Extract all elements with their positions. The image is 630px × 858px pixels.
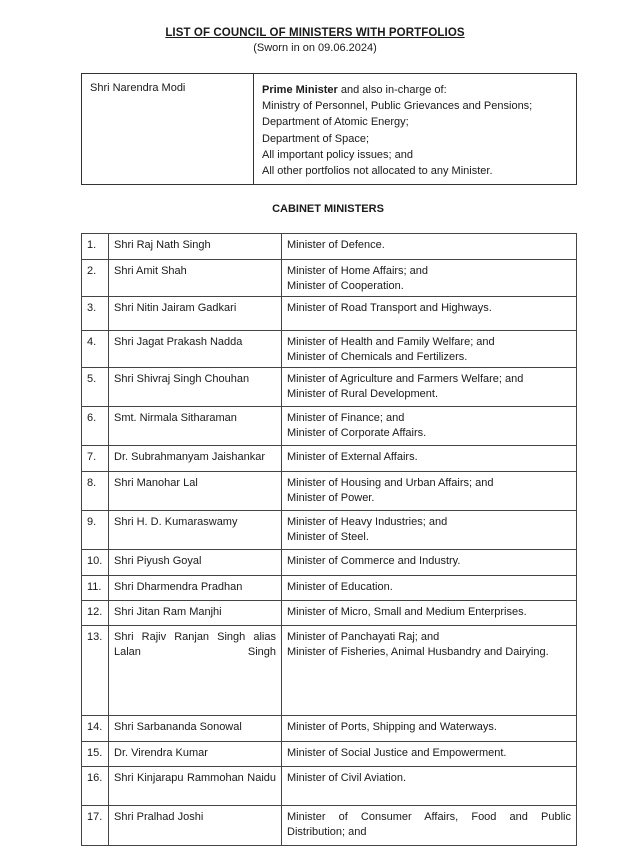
minister-serial-number: 7. <box>82 446 109 472</box>
portfolio-line: Minister of Housing and Urban Affairs; and <box>287 477 494 489</box>
minister-name: Shri Raj Nath Singh <box>109 234 282 260</box>
portfolio-line: Minister of Social Justice and Empowerment. <box>287 747 507 759</box>
portfolio-line: Minister of Fisheries, Animal Husbandry and Dairying. <box>287 646 549 658</box>
minister-portfolio <box>282 407 577 446</box>
minister-serial-number: 11. <box>82 576 109 601</box>
pm-portfolio-item: Department of Space; <box>262 132 370 145</box>
prime-minister-box <box>81 73 577 185</box>
portfolio-line: Minister of Steel. <box>287 531 369 543</box>
portfolio-line: Minister of External Affairs. <box>287 451 418 463</box>
minister-portfolio <box>282 297 577 331</box>
minister-name: Shri Manohar Lal <box>109 472 282 511</box>
pm-portfolio-item: All other portfolios not allocated to any Minister. <box>262 165 493 178</box>
section-heading-cabinet: CABINET MINISTERS <box>272 203 384 215</box>
minister-portfolio <box>282 767 577 806</box>
minister-name: Shri Kinjarapu Rammohan Naidu <box>109 767 282 806</box>
portfolio-line: Minister of Chemicals and Fertilizers. <box>287 351 468 363</box>
minister-portfolio <box>282 260 577 297</box>
minister-row <box>82 550 577 576</box>
portfolio-line: Minister of Rural Development. <box>287 388 439 400</box>
document-title: LIST OF COUNCIL OF MINISTERS WITH PORTFOLIOS <box>165 27 465 39</box>
portfolio-line: Minister of Heavy Industries; and <box>287 516 448 528</box>
minister-name: Shri Rajiv Ranjan Singh alias Lalan Singh <box>109 626 282 716</box>
minister-serial-number: 10. <box>82 550 109 576</box>
prime-minister-role <box>262 82 532 98</box>
minister-serial-number: 17. <box>82 806 109 846</box>
minister-serial-number: 3. <box>82 297 109 331</box>
minister-serial-number: 1. <box>82 234 109 260</box>
minister-row <box>82 472 577 511</box>
minister-name: Shri Pralhad Joshi <box>109 806 282 846</box>
prime-minister-name: Shri Narendra Modi <box>82 74 254 184</box>
minister-row <box>82 806 577 846</box>
minister-row <box>82 716 577 742</box>
minister-portfolio <box>282 626 577 716</box>
cabinet-ministers-rows <box>82 234 577 846</box>
minister-row <box>82 576 577 601</box>
minister-row <box>82 234 577 260</box>
document-subtitle: (Sworn in on 09.06.2024) <box>253 42 377 54</box>
minister-portfolio <box>282 716 577 742</box>
minister-row <box>82 446 577 472</box>
minister-serial-number: 15. <box>82 742 109 767</box>
minister-row <box>82 260 577 297</box>
minister-serial-number: 6. <box>82 407 109 446</box>
minister-portfolio <box>282 601 577 626</box>
minister-name: Shri Nitin Jairam Gadkari <box>109 297 282 331</box>
portfolio-line: Minister of Education. <box>287 581 393 593</box>
minister-name: Dr. Subrahmanyam Jaishankar <box>109 446 282 472</box>
minister-portfolio <box>282 446 577 472</box>
minister-portfolio <box>282 472 577 511</box>
minister-name: Dr. Virendra Kumar <box>109 742 282 767</box>
minister-serial-number: 5. <box>82 368 109 407</box>
minister-portfolio <box>282 806 577 846</box>
portfolio-line: Minister of Finance; and <box>287 412 405 424</box>
minister-name: Shri Jitan Ram Manjhi <box>109 601 282 626</box>
minister-row <box>82 297 577 331</box>
minister-portfolio <box>282 742 577 767</box>
minister-serial-number: 4. <box>82 331 109 368</box>
minister-serial-number: 8. <box>82 472 109 511</box>
portfolio-line: Minister of Ports, Shipping and Waterways. <box>287 721 497 733</box>
pm-portfolio-item: All important policy issues; and <box>262 148 414 161</box>
prime-minister-portfolio <box>254 74 532 184</box>
portfolio-line: Minister of Commerce and Industry. <box>287 555 461 567</box>
minister-portfolio <box>282 331 577 368</box>
portfolio-line: Minister of Power. <box>287 492 375 504</box>
portfolio-line: Minister of Health and Family Welfare; and <box>287 336 495 348</box>
minister-serial-number: 14. <box>82 716 109 742</box>
minister-serial-number: 9. <box>82 511 109 550</box>
cabinet-ministers-table <box>81 233 577 846</box>
prime-minister-role-rest: and also in-charge of: <box>337 84 447 96</box>
portfolio-line: Minister of Home Affairs; and <box>287 265 429 277</box>
minister-row <box>82 601 577 626</box>
minister-portfolio <box>282 576 577 601</box>
portfolio-line: Minister of Panchayati Raj; and <box>287 631 440 643</box>
portfolio-line: Minister of Consumer Affairs, Food and Public Distribution; and <box>287 811 571 838</box>
minister-name: Shri Piyush Goyal <box>109 550 282 576</box>
minister-serial-number: 2. <box>82 260 109 297</box>
minister-name: Shri H. D. Kumaraswamy <box>109 511 282 550</box>
pm-portfolio-item: Department of Atomic Energy; <box>262 116 409 129</box>
minister-row <box>82 368 577 407</box>
portfolio-line: Minister of Corporate Affairs. <box>287 427 427 439</box>
minister-row <box>82 742 577 767</box>
minister-portfolio <box>282 234 577 260</box>
minister-name: Smt. Nirmala Sitharaman <box>109 407 282 446</box>
prime-minister-role-title: Prime Minister <box>262 84 338 96</box>
portfolio-line: Minister of Road Transport and Highways. <box>287 302 492 314</box>
pm-portfolio-item: Ministry of Personnel, Public Grievances and Pensions; <box>262 100 533 113</box>
minister-row <box>82 331 577 368</box>
minister-name: Shri Jagat Prakash Nadda <box>109 331 282 368</box>
portfolio-line: Minister of Civil Aviation. <box>287 772 407 784</box>
minister-row <box>82 407 577 446</box>
minister-serial-number: 13. <box>82 626 109 716</box>
minister-name: Shri Amit Shah <box>109 260 282 297</box>
portfolio-line: Minister of Defence. <box>287 239 385 251</box>
portfolio-line: Minister of Cooperation. <box>287 280 404 292</box>
minister-portfolio <box>282 368 577 407</box>
minister-portfolio <box>282 550 577 576</box>
minister-row <box>82 767 577 806</box>
minister-serial-number: 12. <box>82 601 109 626</box>
minister-name: Shri Dharmendra Pradhan <box>109 576 282 601</box>
portfolio-line: Minister of Micro, Small and Medium Enterprises. <box>287 606 527 618</box>
portfolio-line: Minister of Agriculture and Farmers Welfare; and <box>287 373 524 385</box>
minister-row <box>82 511 577 550</box>
minister-serial-number: 16. <box>82 767 109 806</box>
minister-name: Shri Sarbananda Sonowal <box>109 716 282 742</box>
minister-portfolio <box>282 511 577 550</box>
minister-name: Shri Shivraj Singh Chouhan <box>109 368 282 407</box>
minister-row <box>82 626 577 716</box>
